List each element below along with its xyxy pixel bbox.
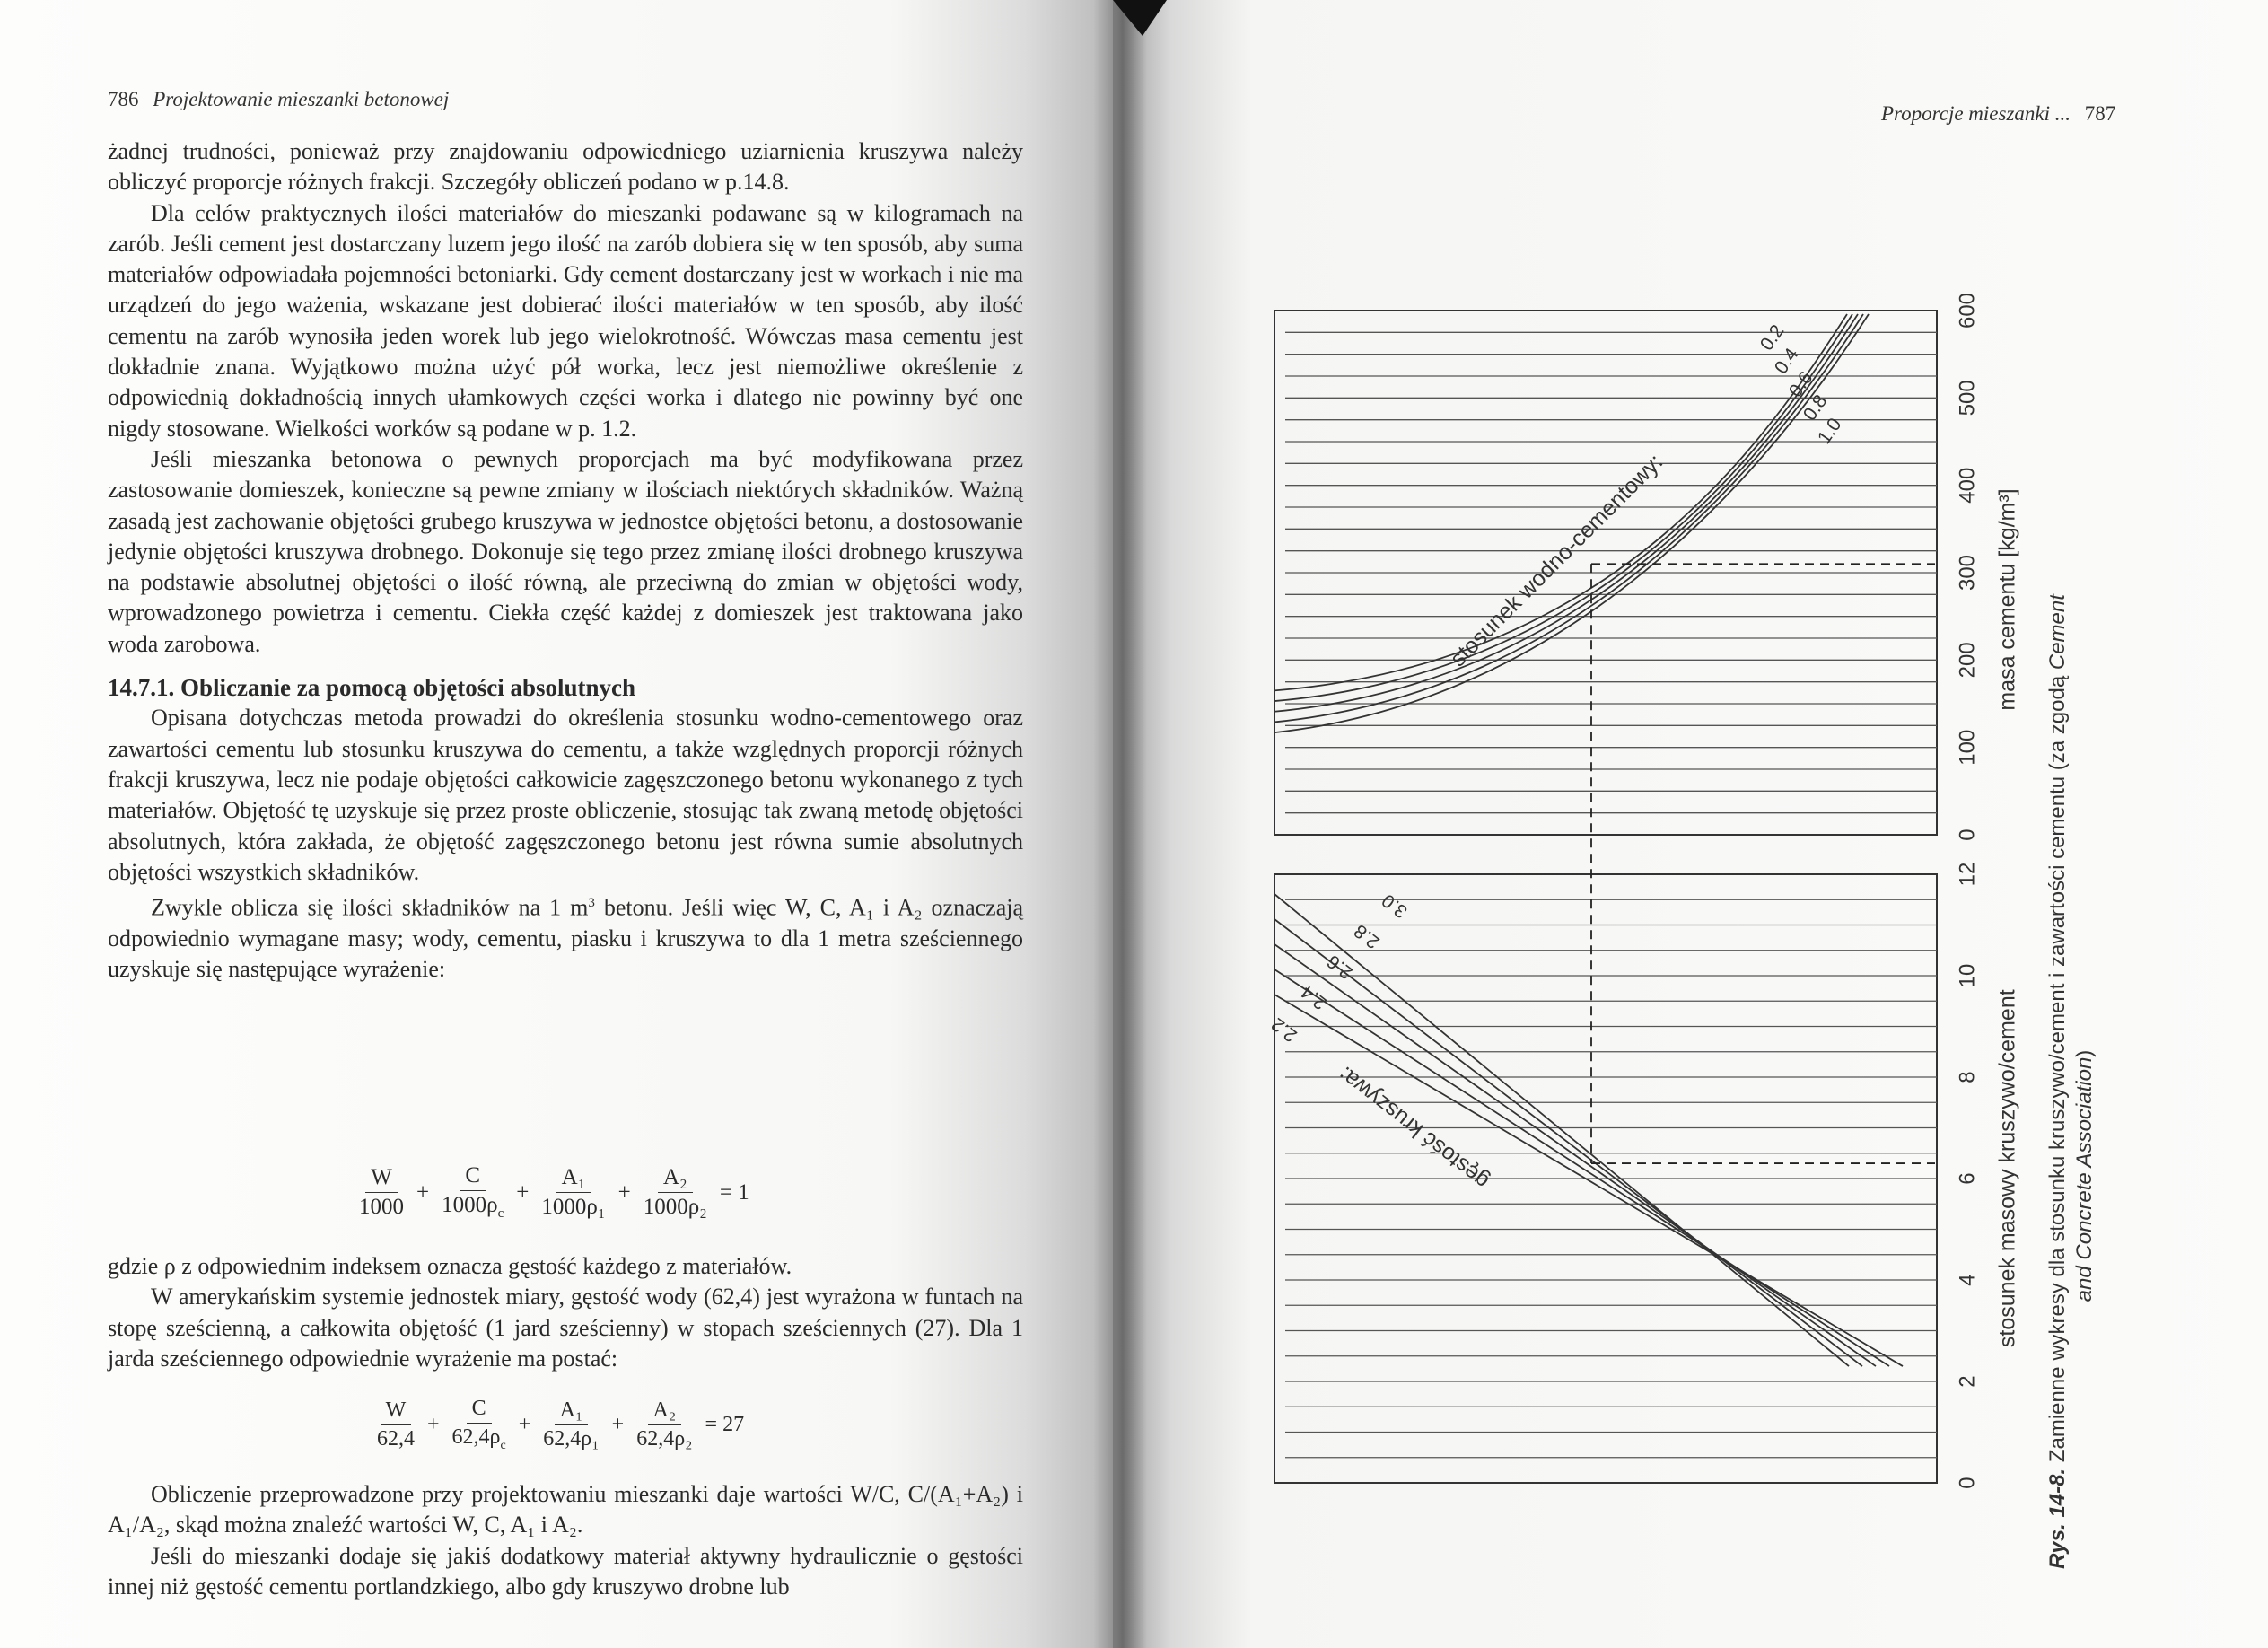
denominator: $62,4\rho_c$ — [451, 1425, 506, 1452]
fraction — [354, 1165, 409, 1220]
tick-label: 500 — [1955, 380, 1980, 416]
numerator: A₁ — [556, 1165, 591, 1193]
denominator: 1000ρ₂ — [643, 1195, 707, 1219]
left-body-text-2 — [108, 1251, 1023, 1374]
fraction — [372, 1398, 420, 1451]
tick-label: 0 — [1955, 828, 1980, 841]
tick-label: 100 — [1955, 729, 1980, 766]
fraction — [631, 1398, 697, 1451]
right-running-title: Proporcje mieszanki ... — [1881, 102, 2071, 125]
formula-rhs: = 1 — [719, 1179, 749, 1205]
tick-label: 10 — [1955, 963, 1980, 988]
wc-curve-label: 0.6 — [1784, 367, 1817, 401]
density-line-label: 2.2 — [1267, 1013, 1301, 1047]
left-body-text — [108, 136, 1023, 986]
denominator: 62,4 — [377, 1426, 415, 1451]
numerator: A₂ — [648, 1398, 682, 1425]
numerator: C — [460, 1163, 486, 1191]
tick-label: 8 — [1955, 1071, 1980, 1083]
text-span: betonu. Jeśli więc W, C, A₁ i A₂ oznaczają odpowiednio wymagane masy; wody, cementu, piasku i kruszywa to dla 1 metra sześciennego uzyskuje się następujące wyrażenie: — [108, 894, 1023, 983]
fraction — [536, 1165, 610, 1220]
wc-curve-label: 0.8 — [1799, 390, 1832, 425]
formula-rhs: = 27 — [705, 1412, 745, 1436]
wc-curve — [1274, 314, 1847, 690]
tick-label: 6 — [1955, 1172, 1980, 1185]
formula-metric: $\frac{W}{1000}$ + $\frac{C}{1000\rho_c}$ + $\frac{\text{A₁}}{\text{1000ρ₁}}$ + $\frac{\text{A₂}}{\text{1000ρ₂}}$ = 1 — [348, 1163, 751, 1222]
paragraph: Opisana dotychczas metoda prowadzi do określenia stosunku wodno-cementowego oraz zawartości cementu lub stosunku kruszywa do cementu, a także względnych proporcji różnych frakcji kruszywa, lecz nie podaje objętości całkowicie zagęszczonego betonu wykonanego z tych materiałów. Objętość tę uzyskuje się przez proste obliczenie, stosując tak zwaną metodę objętości absolutnych, która zakłada, że objętość zagęszczonego betonu jest równa sumie absolutnych objętości wszystkich składników. — [108, 705, 1023, 885]
paragraph: W amerykańskim systemie jednostek miary, gęstość wody (62,4) jest wyrażona w funtach na stopę sześcienną, a całkowita objętość (1 jard sześcienny) w stopach sześciennych (27). Dla 1 jarda sześciennego odpowiednie wyrażenie ma postać: — [108, 1284, 1023, 1372]
left-page-number: 786 — [108, 88, 139, 110]
numerator: A₂ — [658, 1165, 693, 1193]
superscript: 3 — [588, 896, 595, 911]
fraction — [538, 1398, 604, 1451]
wc-curve-label: 0.4 — [1770, 344, 1803, 378]
formula-imperial: $\frac{W}{62,4}$ + $\frac{C}{62,4\rho_c}$ + $\frac{\text{A₁}}{\text{62,4ρ₁}}$ + $\frac{\text{A₂}}{\text{62,4ρ₂}}$ = 27 — [366, 1397, 746, 1453]
upper-axis-title: masa cementu [kg/m³] — [1994, 488, 2020, 711]
left-body-text-3 — [108, 1479, 1023, 1602]
nomogram-chart — [1239, 292, 2154, 1569]
tick-label: 600 — [1955, 292, 1980, 329]
fraction — [436, 1163, 509, 1222]
density-family-label: gęstość kruszywa: — [1333, 1061, 1494, 1195]
paragraph — [108, 888, 1023, 986]
caption-source: Cement — [2045, 594, 2070, 671]
density-line — [1274, 944, 1876, 1366]
density-line-label: 2.4 — [1297, 981, 1331, 1014]
book-spine — [1093, 0, 1147, 1648]
denominator: $1000\rho_c$ — [442, 1193, 504, 1221]
figure-caption-line2 — [2072, 1050, 2097, 1302]
caption-label: Rys. 14-8. — [2045, 1468, 2070, 1569]
numerator: A₁ — [555, 1398, 589, 1425]
denominator: 1000 — [359, 1195, 404, 1219]
denominator: 1000ρ₁ — [541, 1195, 606, 1219]
wc-curve — [1274, 314, 1858, 712]
paragraph: Obliczenie przeprowadzone przy projektowaniu mieszanki daje wartości W/C, C/(A₁+A₂) i A₁/A₂, skąd można znaleźć wartości W, C, A₁ i A₂. — [108, 1481, 1023, 1538]
wc-curve — [1274, 314, 1869, 732]
tick-label: 300 — [1955, 554, 1980, 592]
fraction — [638, 1165, 713, 1220]
figure-caption-line1 — [2045, 593, 2070, 1569]
tick-label: 400 — [1955, 467, 1980, 504]
tick-label: 0 — [1955, 1477, 1980, 1489]
density-line — [1274, 969, 1889, 1366]
wc-family-label: stosunek wodno-cementowy: — [1445, 449, 1668, 672]
caption-text: Zamienne wykresy dla stosunku kruszywo/cement i zawartości cementu (za zgodą — [2045, 670, 2070, 1468]
tick-label: 200 — [1955, 642, 1980, 679]
wc-curve-label: 0.2 — [1756, 320, 1789, 355]
tick-label: 2 — [1955, 1375, 1980, 1388]
paragraph: Jeśli do mieszanki dodaje się jakiś dodatkowy materiał aktywny hydraulicznie o gęstości innej niż gęstość cementu portlandzkiego, albo gdy kruszywo drobne lub — [108, 1542, 1023, 1600]
tick-label: 12 — [1955, 862, 1980, 887]
fraction — [447, 1397, 512, 1453]
lower-axis-title: stosunek masowy kruszywo/cement — [1994, 989, 2020, 1348]
numerator: W — [381, 1398, 412, 1425]
caption-text: ) — [2072, 1049, 2097, 1057]
paragraph: gdzie ρ z odpowiednim indeksem oznacza gęstość każdego z materiałów. — [108, 1253, 792, 1279]
density-line-label: 2.8 — [1350, 920, 1384, 953]
denominator: 62,4ρ₁ — [543, 1426, 600, 1451]
paragraph: Jeśli mieszanka betonowa o pewnych proporcjach ma być modyfikowana przez zastosowanie domieszek, konieczne są pewne zmiany w ilościach niektórych składników. Ważną zasadą jest zachowanie objętości grubego kruszywa w jednostce objętości betonu, a dostosowanie jedynie objętości kruszywa drobnego. Dokonuje się tego przez zmianę ilości drobnego kruszywa na podstawie absolutnej objętości o ilość równą, ale przeciwną do zmian w objętości wody, wprowadzonego powietrza i cementu. Ciekła część każdej z domieszek jest traktowana jako woda zarobowa. — [108, 445, 1023, 657]
paragraph: Dla celów praktycznych ilości materiałów do mieszanki podawane są w kilogramach na zarób. Jeśli cement jest dostarczany luzem jego ilość na zarób dobiera się w ten sposób, aby suma materiałów odpowiadała pojemności betoniarki. Gdy cement dostarczany jest w workach i nie ma urządzeń do jego ważenia, wskazane jest dobierać ilości materiałów w ten sposób, aby ilość cementu na zarób wynosiła jeden worek lub jego wielokrotność. Wówczas masa cementu jest dokładnie znana. Wyjątkowo można użyć pół worka, lecz jest niemożliwe określenie z odpowiednią dokładnością innych ułamkowych części worka i dlatego nie powinny być one nigdy stosowane. Wielkości worków są podane w p. 1.2. — [108, 199, 1023, 442]
left-running-title: Projektowanie mieszanki betonowej — [153, 88, 450, 110]
density-line — [1274, 919, 1862, 1366]
wc-curve-label: 1.0 — [1813, 414, 1846, 448]
density-line — [1274, 995, 1903, 1366]
caption-source: and Concrete Association — [2072, 1056, 2097, 1302]
wc-curve — [1274, 314, 1863, 722]
text-span: Zwykle oblicza się ilości składników na 1 m — [151, 894, 589, 921]
right-running-head — [1881, 102, 2115, 126]
density-line-label: 3.0 — [1378, 890, 1412, 923]
tick-label: 4 — [1955, 1274, 1980, 1286]
density-line — [1274, 894, 1849, 1366]
paragraph: żadnej trudności, ponieważ przy znajdowaniu odpowiedniego uziarnienia kruszywa należy obliczyć proporcje różnych frakcji. Szczegóły obliczeń podano w p.14.8. — [108, 138, 1023, 196]
numerator: W — [365, 1165, 398, 1193]
density-line-label: 2.6 — [1323, 951, 1357, 984]
section-heading: 14.7.1. Obliczanie za pomocą objętości absolutnych — [108, 674, 635, 702]
right-page-number: 787 — [2084, 102, 2116, 125]
denominator: 62,4ρ₂ — [636, 1426, 693, 1451]
left-running-head — [108, 88, 449, 111]
numerator: C — [467, 1397, 492, 1424]
